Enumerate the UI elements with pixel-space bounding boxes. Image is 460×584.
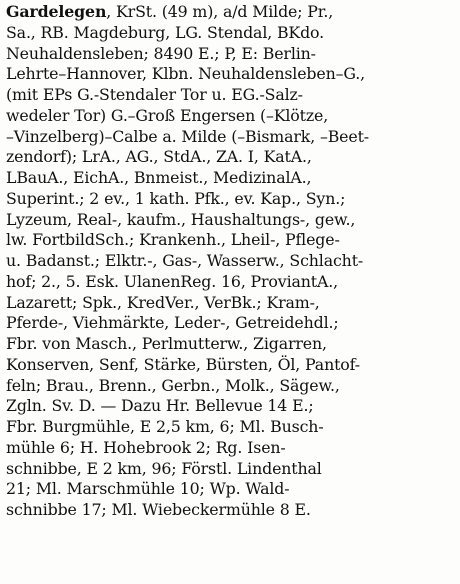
entry-line: Lehrte–Hannover, Klbn. Neuhaldensleben–G., <box>6 64 365 84</box>
entry-line: zendorf); LrA., AG., StdA., ZA. I, KatA., <box>6 147 312 167</box>
entry-headword: Gardelegen <box>6 2 107 21</box>
entry-line: wedeler Tor) G.–Groß Engersen (–Klötze, <box>6 105 329 125</box>
entry-line: –Vinzelberg)–Calbe a. Milde (–Bismark, –Beet- <box>6 126 369 146</box>
entry-line: Fbr. Burgmühle, E 2,5 km, 6; Ml. Busch- <box>6 417 324 436</box>
entry-line: u. Badanst.; Elktr.-, Gas-, Wasserw., Schlacht- <box>6 251 364 270</box>
entry-line: 21; Ml. Marschmühle 10; Wp. Wald- <box>6 479 290 499</box>
entry-line-text: , KrSt. (49 m), a/d Milde; Pr., <box>106 2 334 21</box>
entry-line: schnibbe, E 2 km, 96; Förstl. Lindenthal <box>6 458 322 478</box>
entry-line: Lazarett; Spk., KredVer., VerBk.; Kram-, <box>6 292 320 312</box>
entry-line: Superint.; 2 ev., 1 kath. Pfk., ev. Kap., Syn.; <box>6 188 346 208</box>
entry-line: LBauA., EichA., Bnmeist., MedizinalA., <box>6 168 312 187</box>
entry-line: Konserven, Senf, Stärke, Bürsten, Öl, Pantof- <box>6 354 360 374</box>
entry-line: schnibbe 17; Ml. Wiebeckermühle 8 E. <box>6 500 311 519</box>
entry-line: (mit EPs G.-Stendaler Tor u. EG.-Salz- <box>6 85 303 104</box>
dictionary-entry <box>6 2 456 521</box>
entry-line: feln; Brau., Brenn., Gerbn., Molk., Sägew., <box>6 375 340 395</box>
entry-line: Fbr. von Masch., Perlmutterw., Zigarren, <box>6 334 327 353</box>
entry-line: hof; 2., 5. Esk. UlanenReg. 16, ProviantA., <box>6 271 338 291</box>
entry-line: Zgln. Sv. D. — Dazu Hr. Bellevue 14 E.; <box>6 396 314 416</box>
entry-line: Neuhaldensleben; 8490 E.; P, E: Berlin- <box>6 43 316 63</box>
entry-line: mühle 6; H. Hohebrook 2; Rg. Isen- <box>6 437 286 457</box>
entry-line: lw. FortbildSch.; Krankenh., Lheil-, Pflege- <box>6 230 340 250</box>
entry-line: Pferde-, Viehmärkte, Leder-, Getreidehdl.; <box>6 313 339 333</box>
entry-line: Sa., RB. Magdeburg, LG. Stendal, BKdo. <box>6 22 324 42</box>
entry-line-1 <box>6 2 456 23</box>
entry-line: Lyzeum, Real-, kaufm., Haushaltungs-, gew., <box>6 209 356 229</box>
